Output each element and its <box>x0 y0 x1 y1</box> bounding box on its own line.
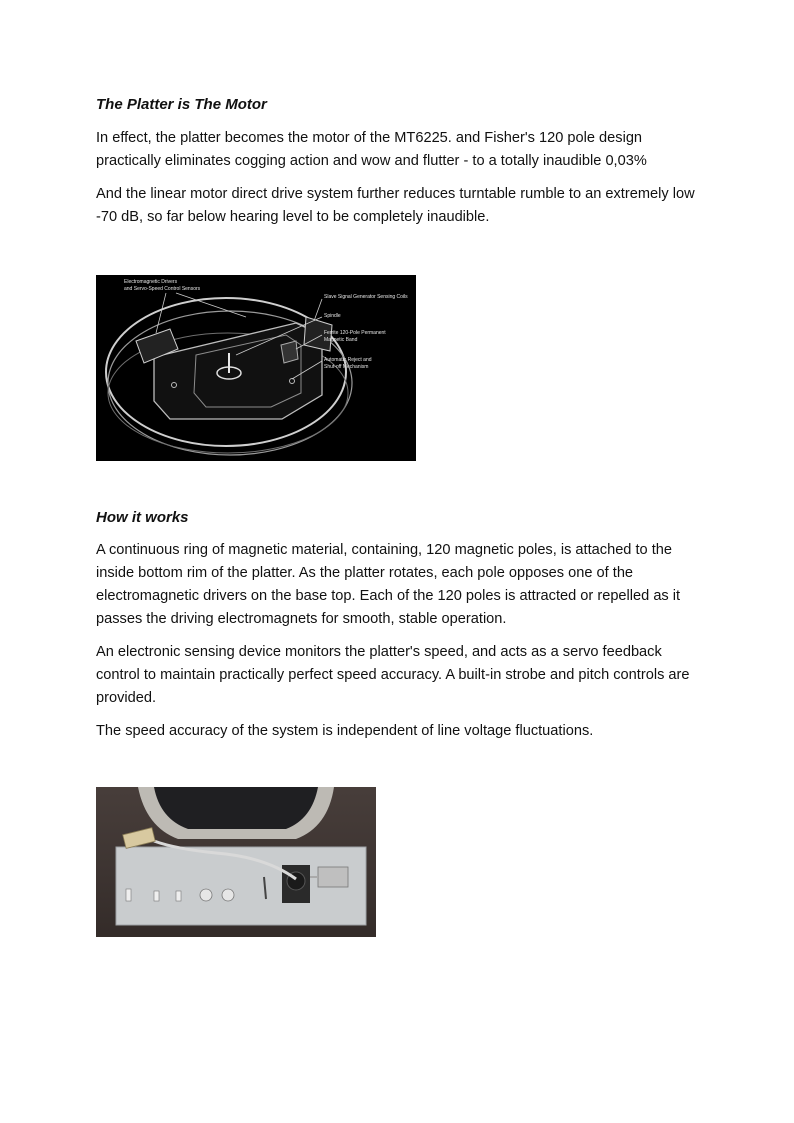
paragraph-magnetic-ring: A continuous ring of magnetic material, containing, 120 magnetic poles, is attached to the inside bottom rim of the platter. As the platter rotates, each pole opposes one of the electromagnetic drivers on the base top. Each of the 120 poles is attracted or repelled as it passes the driving electromagnets for smooth, stable operation. <box>96 542 681 627</box>
label-drivers-line1: Electromagnetic Drivers <box>124 279 178 285</box>
label-band-line1: Ferrite 120-Pole Permanent <box>324 330 386 336</box>
section-heading-platter-motor: The Platter is The Motor <box>96 96 267 113</box>
paragraph-speed-accuracy: The speed accuracy of the system is independent of line voltage fluctuations. <box>96 723 594 739</box>
pitch-knob-1 <box>200 889 212 901</box>
label-reject-line2: Shut-off Mechanism <box>324 364 369 370</box>
switch-1 <box>126 889 131 901</box>
paragraph-rumble: And the linear motor direct drive system further reduces turntable rumble to an extremely low -70 dB, so far below hearing level to be completely inaudible. <box>96 186 695 225</box>
section-heading-how-it-works: How it works <box>96 509 189 526</box>
switch-3 <box>176 891 181 901</box>
paragraph-servo-control: An electronic sensing device monitors the platter's speed, and acts as a servo feedback control to maintain practically perfect speed accuracy. A built-in strobe and pitch controls are provided. <box>96 644 690 706</box>
label-coils: Slave Signal Generator Sensing Coils <box>324 294 408 300</box>
reject-mechanism-block <box>281 341 298 363</box>
counterweight <box>318 867 348 887</box>
switch-2 <box>154 891 159 901</box>
platter-diagram-figure <box>96 275 416 461</box>
paragraph-platter-motor: In effect, the platter becomes the motor of the MT6225. and Fisher's 120 pole design practically eliminates cogging action and wow and flutter - to a totally inaudible 0,03% <box>96 130 647 169</box>
label-drivers-line2: and Servo-Speed Control Sensors <box>124 286 201 292</box>
pitch-knob-2 <box>222 889 234 901</box>
label-spindle: Spindle <box>324 313 341 319</box>
platter-mat <box>154 787 318 829</box>
turntable-photo-figure <box>96 787 376 937</box>
label-band-line2: Magnetic Band <box>324 337 358 343</box>
label-reject-line1: Automatic Reject and <box>324 357 372 363</box>
